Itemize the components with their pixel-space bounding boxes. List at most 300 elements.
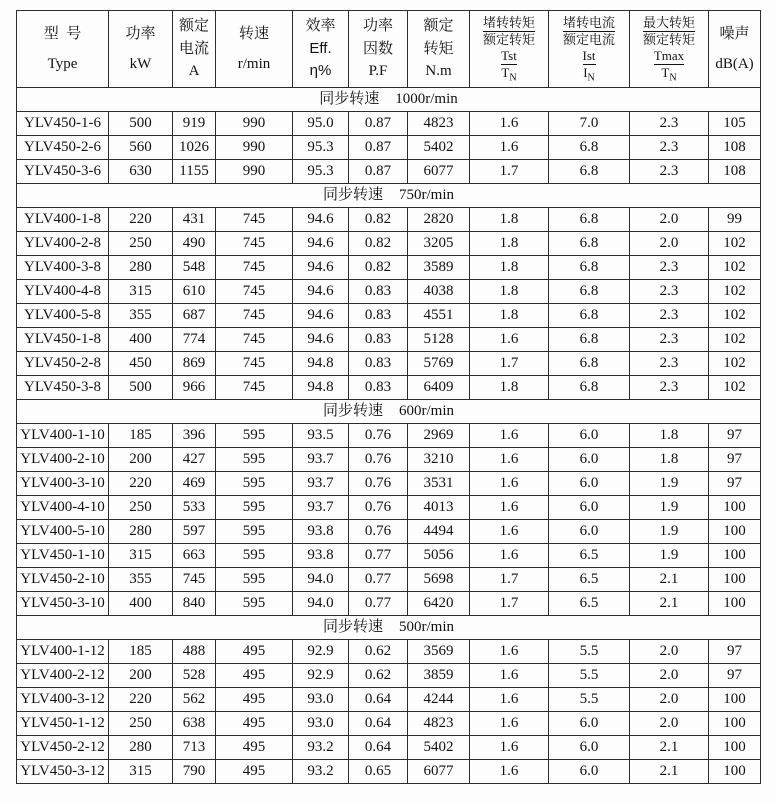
cell-power-factor: 0.83 (349, 376, 408, 400)
table-row (17, 352, 761, 376)
cell-power-kw: 220 (109, 688, 173, 712)
cell-efficiency: 93.0 (293, 712, 349, 736)
section-header (17, 88, 761, 112)
cell-noise-db: 97 (709, 424, 761, 448)
cell-power-kw: 185 (109, 640, 173, 664)
header-cell-power-factor (349, 11, 408, 88)
cell-rated-current-a: 790 (173, 760, 216, 784)
cell-locked-rotor-current-ratio: 5.5 (549, 688, 630, 712)
cell-locked-rotor-current-ratio: 6.8 (549, 160, 630, 184)
cell-efficiency: 93.2 (293, 736, 349, 760)
cell-efficiency: 94.0 (293, 592, 349, 616)
header-label: 转矩 (423, 40, 454, 57)
cell-max-torque-ratio: 2.0 (630, 640, 709, 664)
cell-rated-current-a: 1026 (173, 136, 216, 160)
cell-noise-db: 100 (709, 736, 761, 760)
cell-efficiency: 93.7 (293, 472, 349, 496)
cell-efficiency: 95.3 (293, 136, 349, 160)
cell-power-kw: 250 (109, 232, 173, 256)
header-label: Eff. (309, 39, 332, 57)
cell-power-factor: 0.77 (349, 568, 408, 592)
cell-type: YLV450-2-12 (17, 736, 109, 760)
cell-speed-rpm: 745 (216, 208, 293, 232)
cell-power-factor: 0.64 (349, 736, 408, 760)
header-cell-rated-torque-nm (408, 11, 470, 88)
cell-locked-rotor-current-ratio: 6.8 (549, 256, 630, 280)
cell-noise-db: 97 (709, 664, 761, 688)
cell-noise-db: 108 (709, 160, 761, 184)
cell-rated-torque-nm: 3210 (408, 448, 470, 472)
section-speed-label: 同步转速 (322, 619, 383, 635)
cell-max-torque-ratio: 2.3 (630, 376, 709, 400)
cell-speed-rpm: 495 (216, 712, 293, 736)
cell-efficiency: 93.7 (293, 448, 349, 472)
cell-power-factor: 0.76 (349, 520, 408, 544)
header-label: 型 号 (43, 25, 82, 42)
cell-power-kw: 200 (109, 448, 173, 472)
cell-power-factor: 0.76 (349, 448, 408, 472)
table-row (17, 112, 761, 136)
cell-locked-rotor-torque-ratio: 1.6 (470, 520, 549, 544)
cell-locked-rotor-torque-ratio: 1.6 (470, 544, 549, 568)
subscript: N (669, 72, 677, 84)
cell-power-factor: 0.87 (349, 136, 408, 160)
cell-locked-rotor-torque-ratio: 1.6 (470, 760, 549, 784)
header-label: dB(A) (715, 55, 754, 72)
cell-power-factor: 0.83 (349, 352, 408, 376)
cell-rated-current-a: 469 (173, 472, 216, 496)
cell-max-torque-ratio: 2.3 (630, 256, 709, 280)
cell-power-factor: 0.62 (349, 640, 408, 664)
ratio-header (471, 12, 547, 86)
cell-power-kw: 200 (109, 664, 173, 688)
cell-locked-rotor-torque-ratio: 1.6 (470, 472, 549, 496)
cell-rated-torque-nm: 2969 (408, 424, 470, 448)
cell-rated-torque-nm: 3589 (408, 256, 470, 280)
section-speed-label: 同步转速 (322, 403, 383, 419)
cell-type: YLV400-1-12 (17, 640, 109, 664)
table-row (17, 712, 761, 736)
cell-efficiency: 94.6 (293, 256, 349, 280)
cell-locked-rotor-torque-ratio: 1.6 (470, 688, 549, 712)
cell-max-torque-ratio: 2.1 (630, 568, 709, 592)
ratio-symbol-denominator: $T_N$ (501, 64, 517, 84)
cell-type: YLV400-1-10 (17, 424, 109, 448)
cell-power-factor: 0.65 (349, 760, 408, 784)
cell-power-kw: 315 (109, 760, 173, 784)
cell-rated-torque-nm: 4013 (408, 496, 470, 520)
ratio-zh-numerator: 最大转矩 (642, 14, 695, 30)
cell-rated-current-a: 396 (173, 424, 216, 448)
cell-efficiency: 94.6 (293, 208, 349, 232)
header-label: 噪声 (719, 25, 750, 42)
cell-locked-rotor-current-ratio: 6.8 (549, 376, 630, 400)
cell-noise-db: 100 (709, 712, 761, 736)
cell-efficiency: 92.9 (293, 640, 349, 664)
cell-power-factor: 0.82 (349, 256, 408, 280)
cell-rated-torque-nm: 3531 (408, 472, 470, 496)
ratio-zh-numerator: 堵转转矩 (482, 14, 535, 30)
ratio-header (550, 12, 628, 86)
cell-efficiency: 93.8 (293, 544, 349, 568)
cell-efficiency: 95.0 (293, 112, 349, 136)
cell-speed-rpm: 595 (216, 448, 293, 472)
cell-power-kw: 250 (109, 496, 173, 520)
cell-rated-current-a: 562 (173, 688, 216, 712)
cell-power-factor: 0.64 (349, 688, 408, 712)
cell-efficiency: 93.0 (293, 688, 349, 712)
cell-locked-rotor-current-ratio: 6.8 (549, 136, 630, 160)
header-label: P.F (368, 63, 388, 80)
cell-speed-rpm: 595 (216, 472, 293, 496)
header-cell-speed-rpm (216, 11, 293, 88)
table-row (17, 304, 761, 328)
cell-power-kw: 315 (109, 544, 173, 568)
cell-locked-rotor-torque-ratio: 1.8 (470, 256, 549, 280)
cell-locked-rotor-current-ratio: 6.0 (549, 424, 630, 448)
cell-rated-torque-nm: 4823 (408, 712, 470, 736)
table-row (17, 760, 761, 784)
cell-max-torque-ratio: 1.9 (630, 544, 709, 568)
cell-power-kw: 280 (109, 736, 173, 760)
cell-speed-rpm: 595 (216, 496, 293, 520)
cell-power-factor: 0.83 (349, 328, 408, 352)
cell-speed-rpm: 495 (216, 760, 293, 784)
header-cell-locked-rotor-torque-ratio (470, 11, 549, 88)
cell-power-kw: 400 (109, 592, 173, 616)
section-header-row (17, 400, 761, 424)
table-body (17, 88, 761, 784)
cell-locked-rotor-torque-ratio: 1.8 (470, 304, 549, 328)
cell-power-kw: 355 (109, 568, 173, 592)
table-row (17, 328, 761, 352)
cell-power-kw: 450 (109, 352, 173, 376)
cell-max-torque-ratio: 2.0 (630, 208, 709, 232)
cell-rated-current-a: 427 (173, 448, 216, 472)
cell-type: YLV400-3-10 (17, 472, 109, 496)
cell-efficiency: 94.0 (293, 568, 349, 592)
cell-type: YLV400-2-10 (17, 448, 109, 472)
table-row (17, 376, 761, 400)
cell-locked-rotor-current-ratio: 6.0 (549, 520, 630, 544)
cell-noise-db: 100 (709, 568, 761, 592)
cell-rated-current-a: 528 (173, 664, 216, 688)
cell-max-torque-ratio: 2.3 (630, 328, 709, 352)
header-cell-power-kw (109, 11, 173, 88)
header-label: η% (309, 62, 332, 80)
cell-power-factor: 0.76 (349, 424, 408, 448)
cell-type: YLV400-3-8 (17, 256, 109, 280)
cell-locked-rotor-torque-ratio: 1.6 (470, 112, 549, 136)
cell-power-kw: 315 (109, 280, 173, 304)
cell-power-kw: 500 (109, 112, 173, 136)
table-row (17, 472, 761, 496)
cell-type: YLV450-2-10 (17, 568, 109, 592)
cell-efficiency: 92.9 (293, 664, 349, 688)
cell-locked-rotor-current-ratio: 6.0 (549, 496, 630, 520)
ratio-zh-denominator: 额定转矩 (642, 31, 695, 47)
section-header-row (17, 88, 761, 112)
table-row (17, 448, 761, 472)
cell-rated-current-a: 548 (173, 256, 216, 280)
cell-rated-torque-nm: 2820 (408, 208, 470, 232)
header-label: 电流 (178, 40, 209, 57)
cell-max-torque-ratio: 1.9 (630, 520, 709, 544)
cell-locked-rotor-current-ratio: 6.8 (549, 232, 630, 256)
table-row (17, 208, 761, 232)
header-cell-rated-current-a (173, 11, 216, 88)
cell-rated-torque-nm: 5402 (408, 136, 470, 160)
table-row (17, 280, 761, 304)
ratio-symbol-denominator: $I_N$ (583, 64, 595, 84)
cell-rated-torque-nm: 5056 (408, 544, 470, 568)
cell-noise-db: 97 (709, 640, 761, 664)
section-header-row (17, 616, 761, 640)
cell-locked-rotor-torque-ratio: 1.6 (470, 664, 549, 688)
table-row (17, 664, 761, 688)
table-row (17, 496, 761, 520)
header-cell-noise-db (709, 11, 761, 88)
cell-rated-current-a: 638 (173, 712, 216, 736)
cell-power-kw: 185 (109, 424, 173, 448)
table-row (17, 736, 761, 760)
ratio-symbol-numerator: Ist (582, 47, 596, 63)
cell-max-torque-ratio: 2.3 (630, 352, 709, 376)
cell-speed-rpm: 745 (216, 232, 293, 256)
cell-locked-rotor-torque-ratio: 1.8 (470, 376, 549, 400)
section-speed-value: 1000r/min (395, 91, 458, 107)
cell-speed-rpm: 745 (216, 328, 293, 352)
cell-speed-rpm: 595 (216, 592, 293, 616)
cell-rated-current-a: 431 (173, 208, 216, 232)
ratio-zh-denominator: 额定转矩 (482, 31, 535, 47)
header-label: 转速 (238, 25, 269, 42)
cell-type: YLV400-5-10 (17, 520, 109, 544)
cell-noise-db: 100 (709, 688, 761, 712)
cell-noise-db: 102 (709, 304, 761, 328)
header-label: r/min (237, 55, 271, 72)
cell-max-torque-ratio: 2.1 (630, 592, 709, 616)
cell-speed-rpm: 745 (216, 256, 293, 280)
cell-speed-rpm: 990 (216, 160, 293, 184)
cell-locked-rotor-current-ratio: 6.8 (549, 304, 630, 328)
table-row (17, 232, 761, 256)
cell-power-kw: 400 (109, 328, 173, 352)
cell-locked-rotor-torque-ratio: 1.8 (470, 280, 549, 304)
cell-power-kw: 355 (109, 304, 173, 328)
subscript: N (587, 72, 595, 84)
table-row (17, 544, 761, 568)
section-header (17, 184, 761, 208)
cell-locked-rotor-current-ratio: 6.0 (549, 712, 630, 736)
cell-locked-rotor-current-ratio: 6.8 (549, 280, 630, 304)
cell-rated-current-a: 840 (173, 592, 216, 616)
header-label: 因数 (362, 40, 393, 57)
cell-rated-current-a: 869 (173, 352, 216, 376)
cell-power-factor: 0.87 (349, 112, 408, 136)
cell-rated-current-a: 774 (173, 328, 216, 352)
cell-efficiency: 94.6 (293, 280, 349, 304)
section-speed-label: 同步转速 (319, 91, 380, 107)
cell-locked-rotor-current-ratio: 6.0 (549, 760, 630, 784)
cell-noise-db: 100 (709, 544, 761, 568)
cell-locked-rotor-current-ratio: 6.5 (549, 568, 630, 592)
cell-speed-rpm: 495 (216, 736, 293, 760)
cell-speed-rpm: 595 (216, 520, 293, 544)
cell-speed-rpm: 595 (216, 544, 293, 568)
cell-locked-rotor-torque-ratio: 1.6 (470, 712, 549, 736)
cell-max-torque-ratio: 1.8 (630, 424, 709, 448)
cell-noise-db: 102 (709, 328, 761, 352)
cell-efficiency: 94.6 (293, 328, 349, 352)
cell-max-torque-ratio: 2.3 (630, 112, 709, 136)
cell-locked-rotor-torque-ratio: 1.7 (470, 352, 549, 376)
cell-efficiency: 94.6 (293, 232, 349, 256)
section-speed-value: 750r/min (399, 187, 454, 203)
header-label: Type (47, 55, 78, 72)
cell-power-kw: 220 (109, 208, 173, 232)
section-header-row (17, 184, 761, 208)
cell-rated-torque-nm: 4494 (408, 520, 470, 544)
cell-rated-current-a: 1155 (173, 160, 216, 184)
cell-efficiency: 93.2 (293, 760, 349, 784)
cell-speed-rpm: 745 (216, 376, 293, 400)
cell-locked-rotor-current-ratio: 7.0 (549, 112, 630, 136)
cell-type: YLV400-2-8 (17, 232, 109, 256)
header-label: 功率 (125, 25, 156, 42)
cell-locked-rotor-current-ratio: 5.5 (549, 640, 630, 664)
table-row (17, 640, 761, 664)
ratio-zh-denominator: 额定电流 (562, 31, 615, 47)
cell-power-kw: 630 (109, 160, 173, 184)
cell-rated-torque-nm: 3569 (408, 640, 470, 664)
cell-rated-torque-nm: 6409 (408, 376, 470, 400)
header-label: 功率 (362, 18, 393, 35)
cell-locked-rotor-torque-ratio: 1.6 (470, 448, 549, 472)
header-label: A (188, 63, 200, 80)
table-header (17, 11, 761, 88)
cell-max-torque-ratio: 2.3 (630, 136, 709, 160)
cell-locked-rotor-current-ratio: 6.5 (549, 592, 630, 616)
cell-speed-rpm: 745 (216, 304, 293, 328)
cell-efficiency: 93.5 (293, 424, 349, 448)
ratio-symbol-numerator: Tmax (653, 47, 685, 63)
cell-rated-torque-nm: 5402 (408, 736, 470, 760)
cell-locked-rotor-current-ratio: 6.8 (549, 352, 630, 376)
cell-rated-torque-nm: 4823 (408, 112, 470, 136)
section-speed-value: 500r/min (399, 619, 454, 635)
cell-locked-rotor-current-ratio: 6.0 (549, 448, 630, 472)
cell-rated-torque-nm: 5769 (408, 352, 470, 376)
cell-power-kw: 220 (109, 472, 173, 496)
cell-type: YLV450-2-8 (17, 352, 109, 376)
cell-locked-rotor-torque-ratio: 1.6 (470, 496, 549, 520)
header-row (17, 11, 761, 88)
cell-power-factor: 0.82 (349, 232, 408, 256)
cell-type: YLV400-1-8 (17, 208, 109, 232)
cell-efficiency: 93.7 (293, 496, 349, 520)
header-cell-max-torque-ratio (630, 11, 709, 88)
table-row (17, 136, 761, 160)
cell-noise-db: 100 (709, 520, 761, 544)
cell-type: YLV450-3-12 (17, 760, 109, 784)
cell-rated-torque-nm: 6077 (408, 160, 470, 184)
cell-power-factor: 0.77 (349, 544, 408, 568)
cell-efficiency: 93.8 (293, 520, 349, 544)
cell-rated-current-a: 687 (173, 304, 216, 328)
cell-power-factor: 0.83 (349, 304, 408, 328)
cell-power-kw: 280 (109, 520, 173, 544)
cell-locked-rotor-current-ratio: 5.5 (549, 664, 630, 688)
cell-rated-current-a: 490 (173, 232, 216, 256)
cell-locked-rotor-torque-ratio: 1.8 (470, 208, 549, 232)
cell-max-torque-ratio: 2.1 (630, 760, 709, 784)
cell-rated-torque-nm: 3859 (408, 664, 470, 688)
cell-rated-torque-nm: 3205 (408, 232, 470, 256)
cell-speed-rpm: 595 (216, 424, 293, 448)
ratio-symbol-denominator: $T_N$ (661, 64, 677, 84)
cell-max-torque-ratio: 2.3 (630, 160, 709, 184)
cell-locked-rotor-torque-ratio: 1.7 (470, 592, 549, 616)
header-cell-locked-rotor-current-ratio (549, 11, 630, 88)
header-cell-efficiency (293, 11, 349, 88)
cell-locked-rotor-torque-ratio: 1.6 (470, 424, 549, 448)
cell-noise-db: 97 (709, 448, 761, 472)
cell-noise-db: 97 (709, 472, 761, 496)
cell-type: YLV450-2-6 (17, 136, 109, 160)
cell-locked-rotor-current-ratio: 6.8 (549, 208, 630, 232)
cell-noise-db: 100 (709, 760, 761, 784)
subscript: N (509, 72, 517, 84)
cell-max-torque-ratio: 1.9 (630, 472, 709, 496)
cell-noise-db: 99 (709, 208, 761, 232)
cell-rated-torque-nm: 4244 (408, 688, 470, 712)
cell-power-factor: 0.82 (349, 208, 408, 232)
cell-rated-current-a: 488 (173, 640, 216, 664)
cell-rated-torque-nm: 4551 (408, 304, 470, 328)
cell-efficiency: 94.8 (293, 376, 349, 400)
cell-max-torque-ratio: 2.0 (630, 232, 709, 256)
cell-power-factor: 0.77 (349, 592, 408, 616)
cell-efficiency: 94.8 (293, 352, 349, 376)
table-row (17, 592, 761, 616)
table-row (17, 568, 761, 592)
cell-noise-db: 105 (709, 112, 761, 136)
cell-speed-rpm: 990 (216, 136, 293, 160)
cell-type: YLV450-3-6 (17, 160, 109, 184)
cell-type: YLV450-1-6 (17, 112, 109, 136)
cell-power-factor: 0.76 (349, 472, 408, 496)
section-header (17, 616, 761, 640)
cell-rated-torque-nm: 4038 (408, 280, 470, 304)
section-speed-label: 同步转速 (322, 187, 383, 203)
ratio-zh-numerator: 堵转电流 (562, 14, 615, 30)
cell-type: YLV400-4-8 (17, 280, 109, 304)
cell-type: YLV400-4-10 (17, 496, 109, 520)
cell-speed-rpm: 595 (216, 568, 293, 592)
cell-efficiency: 95.3 (293, 160, 349, 184)
cell-power-factor: 0.64 (349, 712, 408, 736)
cell-locked-rotor-torque-ratio: 1.7 (470, 160, 549, 184)
section-speed-value: 600r/min (399, 403, 454, 419)
cell-power-factor: 0.83 (349, 280, 408, 304)
cell-max-torque-ratio: 1.8 (630, 448, 709, 472)
cell-noise-db: 100 (709, 592, 761, 616)
cell-speed-rpm: 745 (216, 280, 293, 304)
cell-locked-rotor-torque-ratio: 1.6 (470, 328, 549, 352)
cell-speed-rpm: 990 (216, 112, 293, 136)
cell-noise-db: 102 (709, 376, 761, 400)
